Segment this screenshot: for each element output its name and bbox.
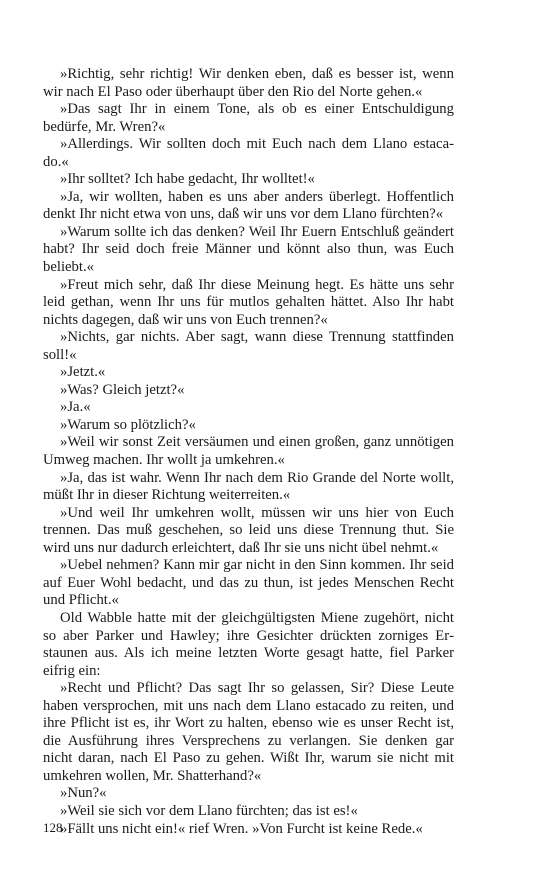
paragraph: Old Wabble hatte mit der gleichgültigsten Miene zugehört, nicht so aber Parker und Hawley; ihre Gesichter drückten zorniges Erstaunen aus. Als ich meine letzten Worte gesagt hatte, fiel Parker eifrig ein: [43, 609, 454, 679]
paragraph: »Jetzt.« [60, 364, 106, 381]
paragraph: »Uebel nehmen? Kann mir gar nicht in den Sinn kommen. Ihr seid auf Euer Wohl bedacht, und das zu thun, ist jedes Menschen Recht und Pflicht.« [43, 557, 454, 609]
paragraph: »Nichts, gar nichts. Aber sagt, wann diese Trennung stattfinden soll!« [43, 329, 454, 363]
paragraph: »Ja, wir wollten, haben es uns aber anders überlegt. Hoffentlich denkt Ihr nicht etwa von uns, daß wir uns vor dem Llano fürchten?« [43, 188, 454, 223]
paragraph: »Das sagt Ihr in einem Tone, als ob es einer Entschuldigung bedürfe, Mr. Wren?« [43, 101, 454, 135]
paragraph: »Weil wir sonst Zeit versäumen und einen großen, ganz unnötigen Umweg machen. Ihr wollt ja umkehren.« [43, 434, 454, 469]
paragraph: »Freut mich sehr, daß Ihr diese Meinung hegt. Es hätte uns sehr leid gethan, wenn Ihr uns für mutlos gehalten hättet. Also Ihr habt nichts dagegen, daß wir uns von Euch trennen?« [43, 276, 454, 328]
paragraph: »Allerdings. Wir sollten doch mit Euch nach dem Llano estacado.« [43, 136, 454, 170]
paragraph: »Warum sollte ich das denken? Weil Ihr Euern Entschluß geändert habt? Ihr seid doch freie Männer und könnt also thun, was Euch beliebt.« [43, 223, 454, 276]
page-number: 128 [43, 820, 63, 835]
paragraph: »Recht und Pflicht? Das sagt Ihr so gelassen, Sir? Diese Leute haben versprochen, mit uns nach dem Llano estacado zu reiten, und ihre Pflicht ist es, ihr Wort zu halten, ebenso wie es unser Recht ist, die Ausführung ihres Versprechens zu verlangen. Sie denken gar nicht daran, nach El Paso zu gehen. Wißt Ihr, warum sie nicht mit umkehren wollen, Mr. Shatterhand?« [43, 680, 454, 784]
paragraph: »Fällt uns nicht ein!« rief Wren. »Von Furcht ist keine Rede.« [60, 820, 423, 837]
page-body [43, 66, 454, 838]
paragraph: »Richtig, sehr richtig! Wir denken eben, daß es besser ist, wenn wir nach El Paso oder überhaupt über den Rio del Norte gehen.« [43, 66, 454, 100]
paragraph: »Ihr solltet? Ich habe gedacht, Ihr wolltet!« [60, 171, 315, 188]
paragraph: »Nun?« [60, 785, 107, 802]
paragraph: »Weil sie sich vor dem Llano fürchten; das ist es!« [60, 802, 358, 819]
paragraph: »Was? Gleich jetzt?« [60, 381, 185, 398]
paragraph: »Ja.« [60, 399, 91, 416]
paragraph: »Ja, das ist wahr. Wenn Ihr nach dem Rio Grande del Norte wollt, müßt Ihr in dieser Richtung weiterreiten.« [43, 469, 454, 504]
paragraph: »Und weil Ihr umkehren wollt, müssen wir uns hier von Euch trennen. Das muß geschehen, so leid uns diese Trennung thut. Sie wird uns nur dadurch erleichtert, daß Ihr sie uns nicht übel nehmt.« [43, 504, 454, 556]
paragraph: »Warum so plötzlich?« [60, 416, 196, 433]
